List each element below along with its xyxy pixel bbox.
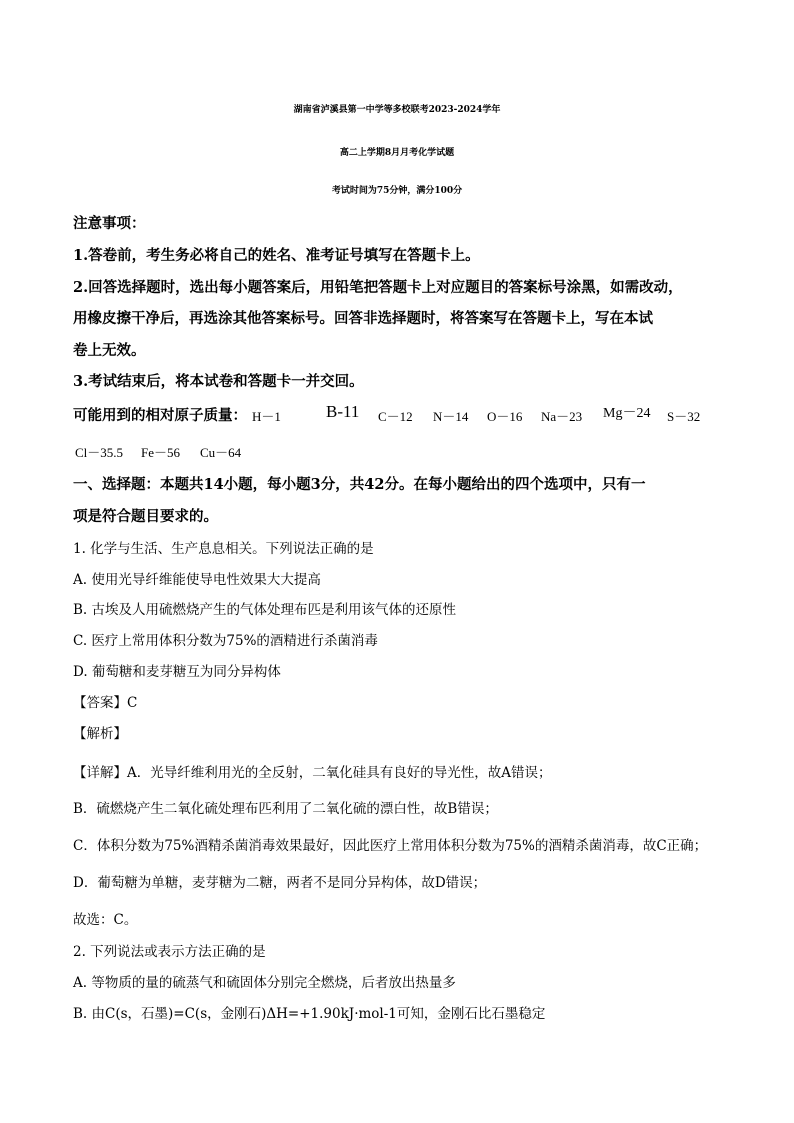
mass-mg: Mg－24 xyxy=(603,406,651,421)
q1-analysis-label: 【解析】 xyxy=(73,726,127,742)
mass-c: C－12 xyxy=(378,409,413,424)
q1-detail-c: C．体积分数为75%酒精杀菌消毒效果最好，因此医疗上常用体积分数为75%的酒精杀菌消毒，故C正确； xyxy=(73,838,708,854)
notice-item-3: 3.考试结束后，将本试卷和答题卡一并交回。 xyxy=(73,373,364,390)
title-line-1: 湖南省泸溪县第一中学等多校联考2023-2024学年 xyxy=(293,105,501,115)
notice-item-2-line-3: 卷上无效。 xyxy=(73,342,146,359)
mass-h: H－1 xyxy=(252,409,281,424)
notice-item-2-line-1: 2.回答选择题时，选出每小题答案后，用铅笔把答题卡上对应题目的答案标号涂黑，如需改动， xyxy=(73,279,683,296)
q1-detail-b: B．硫燃烧产生二氧化硫处理布匹利用了二氧化硫的漂白性，故B错误； xyxy=(73,801,498,817)
mass-s: S－32 xyxy=(667,409,701,424)
mass-cl: Cl－35.5 xyxy=(75,445,124,460)
q1-conclusion: 故选：C。 xyxy=(73,912,138,928)
mass-o: O－16 xyxy=(487,409,523,424)
q1-stem: 1. 化学与生活、生产息息相关。下列说法正确的是 xyxy=(73,541,374,557)
q1-option-a: A. 使用光导纤维能使导电性效果大大提高 xyxy=(73,572,321,588)
mass-na: Na－23 xyxy=(541,409,583,424)
title-line-2: 高二上学期8月月考化学试题 xyxy=(339,148,455,158)
section1-line-1: 一、选择题：本题共14小题，每小题3分，共42分。在每小题给出的四个选项中，只有一 xyxy=(73,476,646,493)
q1-detail-a: 【详解】A．光导纤维利用光的全反射，二氧化硅具有良好的导光性，故A错误； xyxy=(73,765,552,781)
notice-item-2-line-2: 用橡皮擦干净后，再选涂其他答案标号。回答非选择题时，将答案写在答题卡上，写在本试 xyxy=(73,310,653,327)
q1-option-c: C. 医疗上常用体积分数为75%的酒精进行杀菌消毒 xyxy=(73,633,378,649)
mass-b: B-11 xyxy=(326,402,360,421)
notice-heading: 注意事项： xyxy=(73,215,146,232)
q2-stem: 2. 下列说法或表示方法正确的是 xyxy=(73,944,266,960)
q1-detail-d: D．葡萄糖为单糖，麦芽糖为二糖，两者不是同分异构体，故D错误； xyxy=(73,875,487,891)
mass-fe: Fe－56 xyxy=(141,445,181,460)
q2-option-a: A. 等物质的量的硫蒸气和硫固体分别完全燃烧，后者放出热量多 xyxy=(73,975,456,991)
atomic-mass-label: 可能用到的相对原子质量： xyxy=(73,407,247,424)
section1-line-2: 项是符合题目要求的。 xyxy=(73,508,218,525)
q1-option-b: B. 古埃及人用硫燃烧产生的气体处理布匹是利用该气体的还原性 xyxy=(73,602,457,618)
exam-info: 考试时间为75分钟，满分100分 xyxy=(331,186,463,196)
q1-option-d: D. 葡萄糖和麦芽糖互为同分异构体 xyxy=(73,664,281,680)
q1-answer: 【答案】C xyxy=(73,695,138,711)
q2-option-b: B. 由C(s，石墨)=C(s，金刚石)ΔH=+1.90kJ·mol-1可知，金刚石比石墨稳定 xyxy=(73,1006,546,1022)
notice-item-1: 1.答卷前，考生务必将自己的姓名、准考证号填写在答题卡上。 xyxy=(73,247,480,264)
mass-n: N－14 xyxy=(433,409,469,424)
mass-cu: Cu－64 xyxy=(200,445,242,460)
